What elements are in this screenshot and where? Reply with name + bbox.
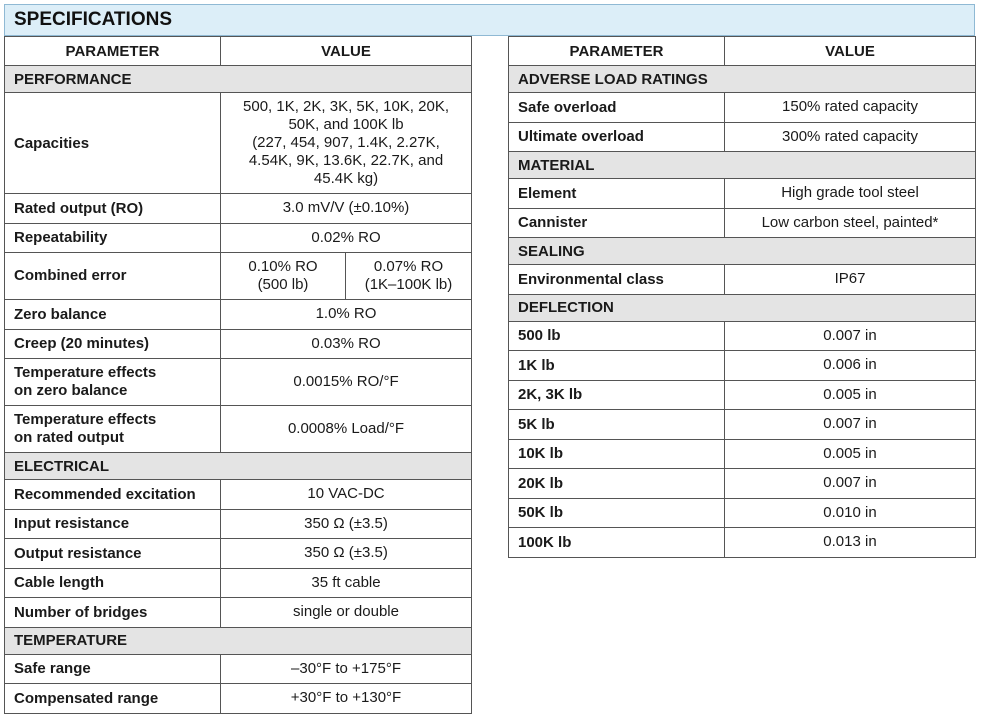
page-title: SPECIFICATIONS: [4, 4, 975, 36]
section-adverse-load-ratings: ADVERSE LOAD RATINGS: [509, 66, 976, 93]
value-capacities: 500, 1K, 2K, 3K, 5K, 10K, 20K, 50K, and 100K lb (227, 454, 907, 1.4K, 2.27K, 4.54K, 9K, 13.6K, 22.7K, and 45.4K kg): [221, 93, 472, 194]
section-performance: PERFORMANCE: [5, 66, 472, 93]
column-header-parameter: PARAMETER: [5, 37, 221, 66]
param-repeatability: Repeatability: [5, 223, 221, 253]
param-deflection-row: 2K, 3K lb: [509, 380, 725, 410]
param-input-resistance: Input resistance: [5, 509, 221, 539]
param-deflection-row: 20K lb: [509, 469, 725, 499]
section-material: MATERIAL: [509, 152, 976, 179]
section-sealing: SEALING: [509, 238, 976, 265]
spec-table-right: [508, 36, 976, 558]
param-creep: Creep (20 minutes): [5, 329, 221, 359]
value-repeatability: 0.02% RO: [221, 223, 472, 253]
value-deflection-row: 0.005 in: [725, 439, 976, 469]
column-header-value: VALUE: [221, 37, 472, 66]
value-deflection-row: 0.007 in: [725, 410, 976, 440]
value-creep: 0.03% RO: [221, 329, 472, 359]
column-header-parameter: PARAMETER: [509, 37, 725, 66]
value-ultimate-overload: 300% rated capacity: [725, 122, 976, 152]
param-safe-range: Safe range: [5, 654, 221, 684]
section-deflection: DEFLECTION: [509, 294, 976, 321]
param-combined-error: Combined error: [5, 253, 221, 300]
value-temp-zero: 0.0015% RO/°F: [221, 359, 472, 406]
param-excitation: Recommended excitation: [5, 480, 221, 510]
value-input-resistance: 350 Ω (±3.5): [221, 509, 472, 539]
param-rated-output: Rated output (RO): [5, 194, 221, 224]
column-header-value: VALUE: [725, 37, 976, 66]
value-combined-error-500: 0.10% RO (500 lb): [221, 253, 346, 300]
param-output-resistance: Output resistance: [5, 539, 221, 569]
value-cable-length: 35 ft cable: [221, 568, 472, 598]
param-cannister: Cannister: [509, 208, 725, 238]
param-deflection-row: 5K lb: [509, 410, 725, 440]
param-ultimate-overload: Ultimate overload: [509, 122, 725, 152]
param-capacities: Capacities: [5, 93, 221, 194]
param-environmental-class: Environmental class: [509, 265, 725, 295]
value-cannister: Low carbon steel, painted*: [725, 208, 976, 238]
value-compensated-range: +30°F to +130°F: [221, 684, 472, 714]
param-safe-overload: Safe overload: [509, 93, 725, 123]
param-zero-balance: Zero balance: [5, 300, 221, 330]
value-safe-range: –30°F to +175°F: [221, 654, 472, 684]
param-deflection-row: 10K lb: [509, 439, 725, 469]
param-deflection-row: 50K lb: [509, 498, 725, 528]
param-compensated-range: Compensated range: [5, 684, 221, 714]
param-temp-zero: Temperature effects on zero balance: [5, 359, 221, 406]
value-output-resistance: 350 Ω (±3.5): [221, 539, 472, 569]
param-deflection-row: 1K lb: [509, 351, 725, 381]
param-number-of-bridges: Number of bridges: [5, 598, 221, 628]
value-safe-overload: 150% rated capacity: [725, 93, 976, 123]
value-excitation: 10 VAC-DC: [221, 480, 472, 510]
value-deflection-row: 0.013 in: [725, 528, 976, 558]
section-electrical: ELECTRICAL: [5, 453, 472, 480]
section-temperature: TEMPERATURE: [5, 627, 472, 654]
spec-table-left: [4, 36, 472, 714]
value-number-of-bridges: single or double: [221, 598, 472, 628]
param-deflection-row: 100K lb: [509, 528, 725, 558]
value-deflection-row: 0.007 in: [725, 469, 976, 499]
param-deflection-row: 500 lb: [509, 321, 725, 351]
value-deflection-row: 0.010 in: [725, 498, 976, 528]
value-rated-output: 3.0 mV/V (±0.10%): [221, 194, 472, 224]
param-cable-length: Cable length: [5, 568, 221, 598]
value-zero-balance: 1.0% RO: [221, 300, 472, 330]
param-element: Element: [509, 179, 725, 209]
value-temp-output: 0.0008% Load/°F: [221, 406, 472, 453]
value-combined-error-1k-100k: 0.07% RO (1K–100K lb): [346, 253, 472, 300]
value-deflection-row: 0.006 in: [725, 351, 976, 381]
value-deflection-row: 0.007 in: [725, 321, 976, 351]
value-element: High grade tool steel: [725, 179, 976, 209]
value-environmental-class: IP67: [725, 265, 976, 295]
value-deflection-row: 0.005 in: [725, 380, 976, 410]
param-temp-output: Temperature effects on rated output: [5, 406, 221, 453]
